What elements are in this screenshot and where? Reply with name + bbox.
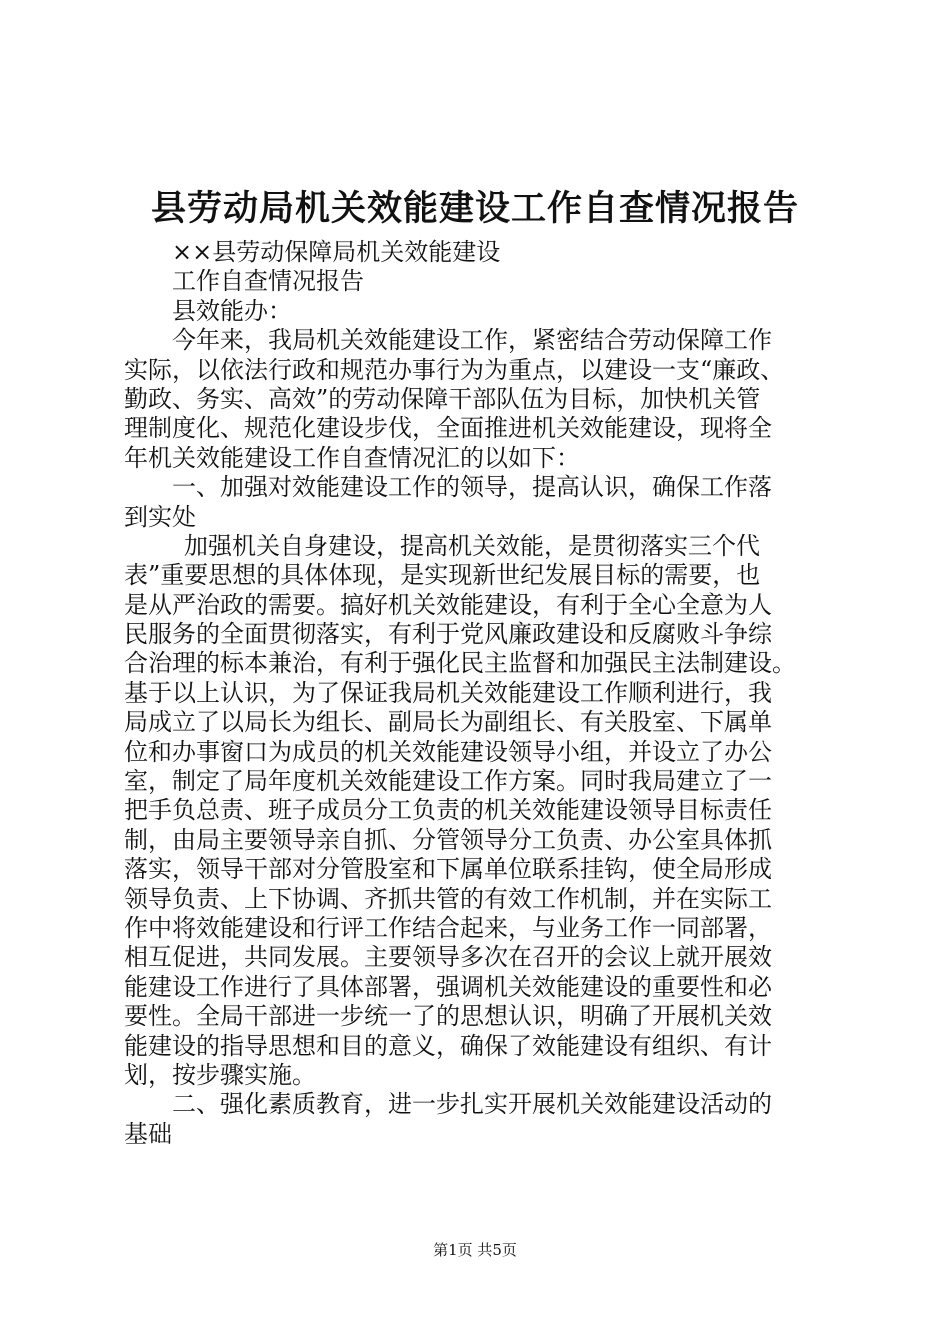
text-line: 室，制定了局年度机关效能建设工作方案。同时我局建立了一 bbox=[124, 767, 772, 796]
text-line: 把手负总责、班子成员分工负责的机关效能建设领导目标责任 bbox=[124, 796, 772, 825]
text-line: 位和办事窗口为成员的机关效能建设领导小组，并设立了办公 bbox=[124, 737, 772, 766]
document-body bbox=[124, 238, 836, 1149]
text-line: 基础 bbox=[124, 1119, 172, 1148]
text-line: 二、强化素质教育，进一步扎实开展机关效能建设活动的 bbox=[172, 1090, 772, 1119]
text-line: 勤政、务实、高效”的劳动保障干部队伍为目标，加快机关管 bbox=[124, 384, 761, 413]
text-line: 年机关效能建设工作自查情况汇的以如下： bbox=[124, 443, 580, 472]
text-line: 相互促进，共同发展。主要领导多次在召开的会议上就开展效 bbox=[124, 943, 772, 972]
text-line: 到实处 bbox=[124, 502, 196, 531]
text-line: 要性。全局干部进一步统一了的思想认识，明确了开展机关效 bbox=[124, 1002, 772, 1031]
text-line: 作中将效能建设和行评工作结合起来，与业务工作一同部署， bbox=[124, 913, 772, 942]
text-line: 一、加强对效能建设工作的领导，提高认识，确保工作落 bbox=[172, 473, 772, 502]
text-line: ××县劳动保障局机关效能建设 bbox=[172, 238, 501, 266]
text-line: 理制度化、规范化建设步伐，全面推进机关效能建设，现将全 bbox=[124, 414, 772, 443]
page-footer: 第1页 共5页 bbox=[433, 1241, 517, 1259]
text-line: 局成立了以局长为组长、副局长为副组长、有关股室、下属单 bbox=[124, 708, 772, 737]
text-line: 能建设工作进行了具体部署，强调机关效能建设的重要性和必 bbox=[124, 972, 772, 1001]
text-line: 工作自查情况报告 bbox=[172, 267, 364, 296]
text-line: 民服务的全面贯彻落实，有利于党风廉政建设和反腐败斗争综 bbox=[124, 620, 772, 649]
document-title: 县劳动局机关效能建设工作自查情况报告 bbox=[150, 188, 799, 229]
text-line: 领导负责、上下协调、齐抓共管的有效工作机制，并在实际工 bbox=[124, 884, 772, 913]
text-line: 落实，领导干部对分管股室和下属单位联系挂钩，使全局形成 bbox=[124, 855, 772, 884]
text-line: 县效能办： bbox=[172, 296, 292, 325]
text-line: 表”重要思想的具体体现，是实现新世纪发展目标的需要，也 bbox=[124, 561, 761, 590]
text-line: 能建设的指导思想和目的意义，确保了效能建设有组织、有计 bbox=[124, 1031, 772, 1060]
text-line: 基于以上认识，为了保证我局机关效能建设工作顺利进行，我 bbox=[124, 678, 772, 707]
text-line: 制，由局主要领导亲自抓、分管领导分工负责、办公室具体抓 bbox=[124, 825, 772, 854]
text-line: 是从严治政的需要。搞好机关效能建设，有利于全心全意为人 bbox=[124, 590, 772, 619]
text-line: 合治理的标本兼治，有利于强化民主监督和加强民主法制建设。 bbox=[124, 649, 796, 678]
text-line: 今年来，我局机关效能建设工作，紧密结合劳动保障工作 bbox=[172, 326, 772, 355]
text-line: 加强机关自身建设，提高机关效能，是贯彻落实三个代 bbox=[184, 531, 760, 560]
text-line: 划，按步骤实施。 bbox=[124, 1060, 316, 1089]
text-line: 实际，以依法行政和规范办事行为为重点，以建设一支“廉政、 bbox=[124, 355, 785, 384]
